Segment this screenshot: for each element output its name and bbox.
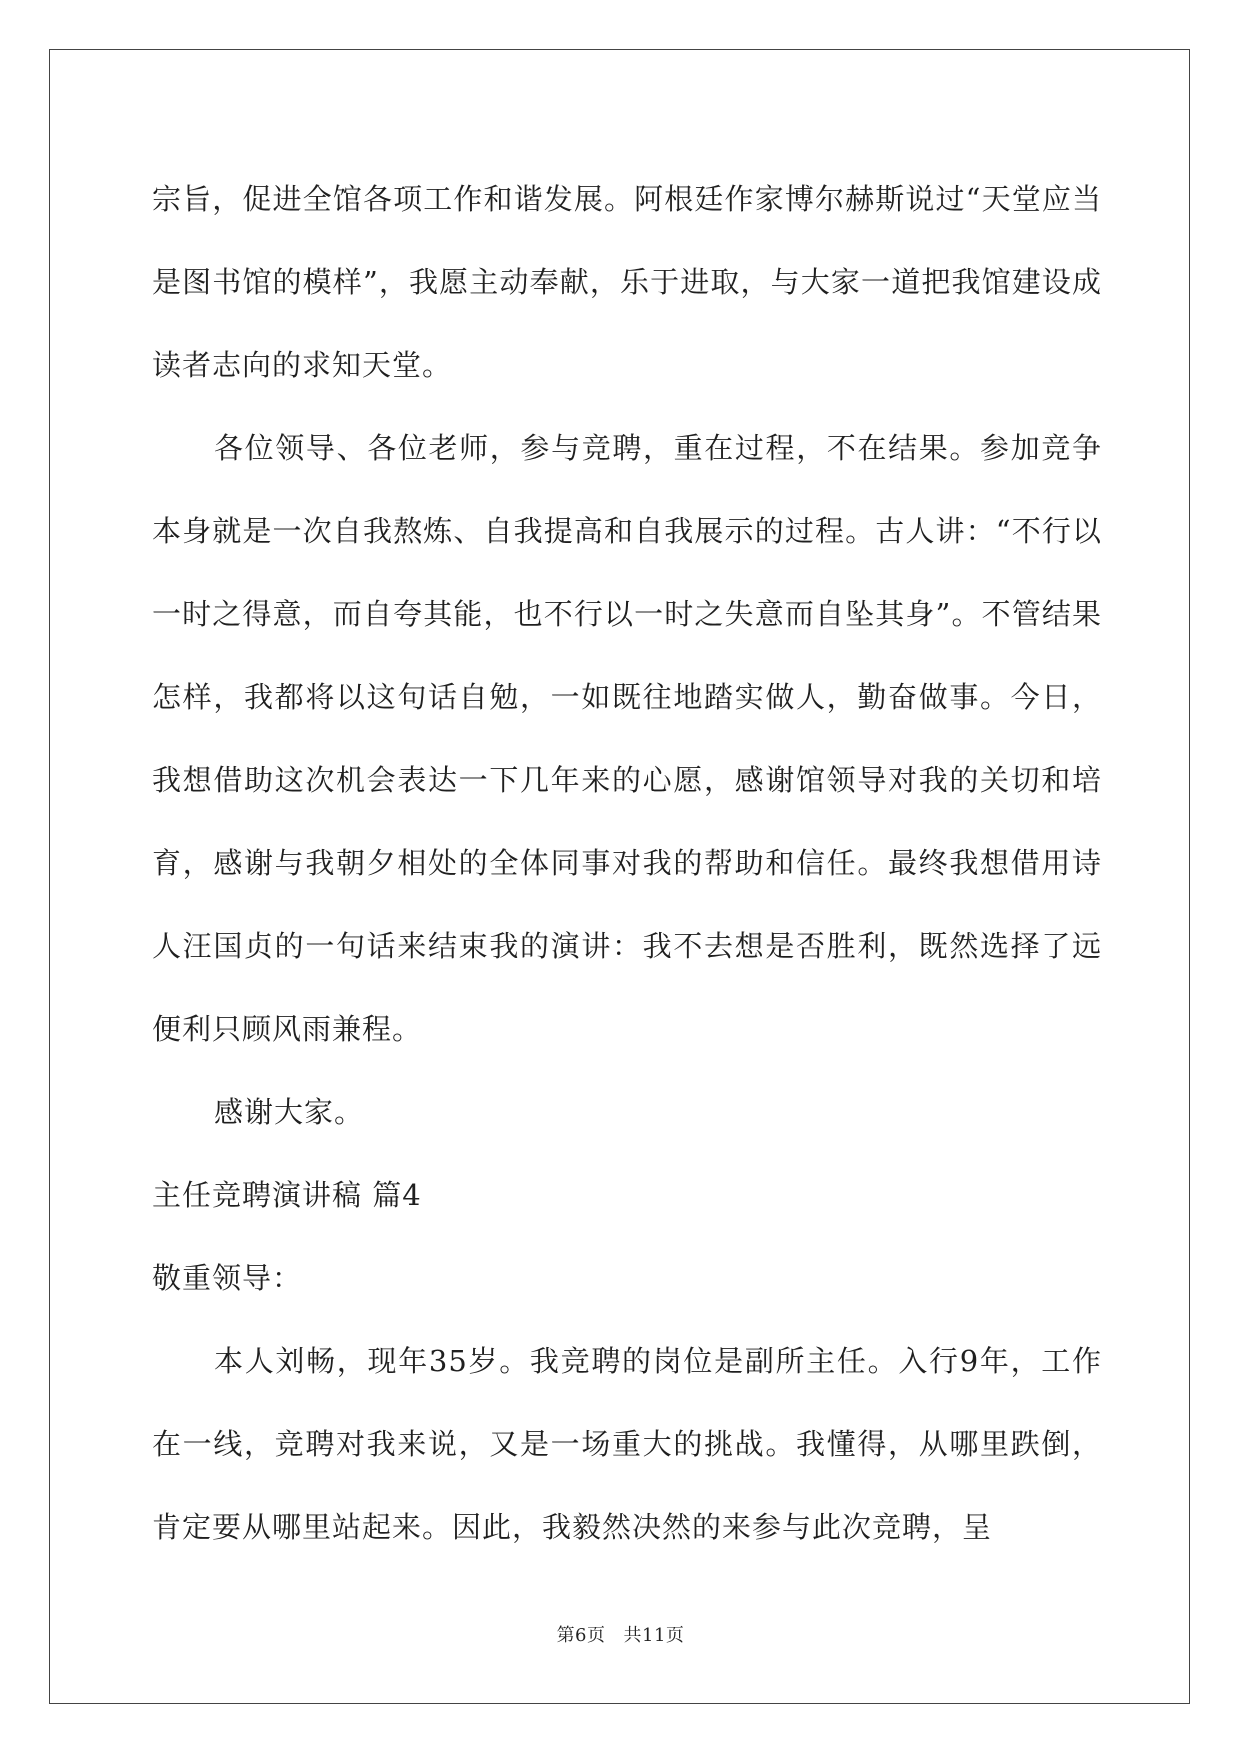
document-body [152, 158, 1102, 1569]
page-footer [0, 1621, 1241, 1647]
page-total: 共11页 [623, 1625, 685, 1646]
paragraph: 感谢大家。 [214, 1095, 365, 1129]
paragraph: 宗旨，促进全馆各项工作和谐发展。阿根廷作家博尔赫斯说过“天堂应当是图书馆的模样”，我愿主动奉献，乐于进取，与大家一道把我馆建设成读者志向的求知天堂。 [152, 182, 1102, 382]
paragraph: 各位领导、各位老师，参与竞聘，重在过程，不在结果。参加竞争本身就是一次自我熬炼、自我提高和自我展示的过程。古人讲：“不行以一时之得意，而自夸其能，也不行以一时之失意而自坠其身”。不管结果怎样，我都将以这句话自勉，一如既往地踏实做人，勤奋做事。今日，我想借助这次机会表达一下几年来的心愿，感谢馆领导对我的关切和培育，感谢与我朝夕相处的全体同事对我的帮助和信任。最终我想借用诗人汪国贞的一句话来结束我的演讲：我不去想是否胜利，既然选择了远便利只顾风雨兼程。 [152, 431, 1102, 1046]
paragraph: 本人刘畅，现年35岁。我竞聘的岗位是副所主任。入行9年，工作在一线，竞聘对我来说，又是一场重大的挑战。我懂得，从哪里跌倒，肯定要从哪里站起来。因此，我毅然决然的来参与此次竞聘，呈 [152, 1344, 1102, 1544]
page-number: 第6页 [556, 1625, 606, 1646]
salutation: 敬重领导： [152, 1261, 303, 1295]
section-title: 主任竞聘演讲稿 篇4 [152, 1178, 422, 1212]
